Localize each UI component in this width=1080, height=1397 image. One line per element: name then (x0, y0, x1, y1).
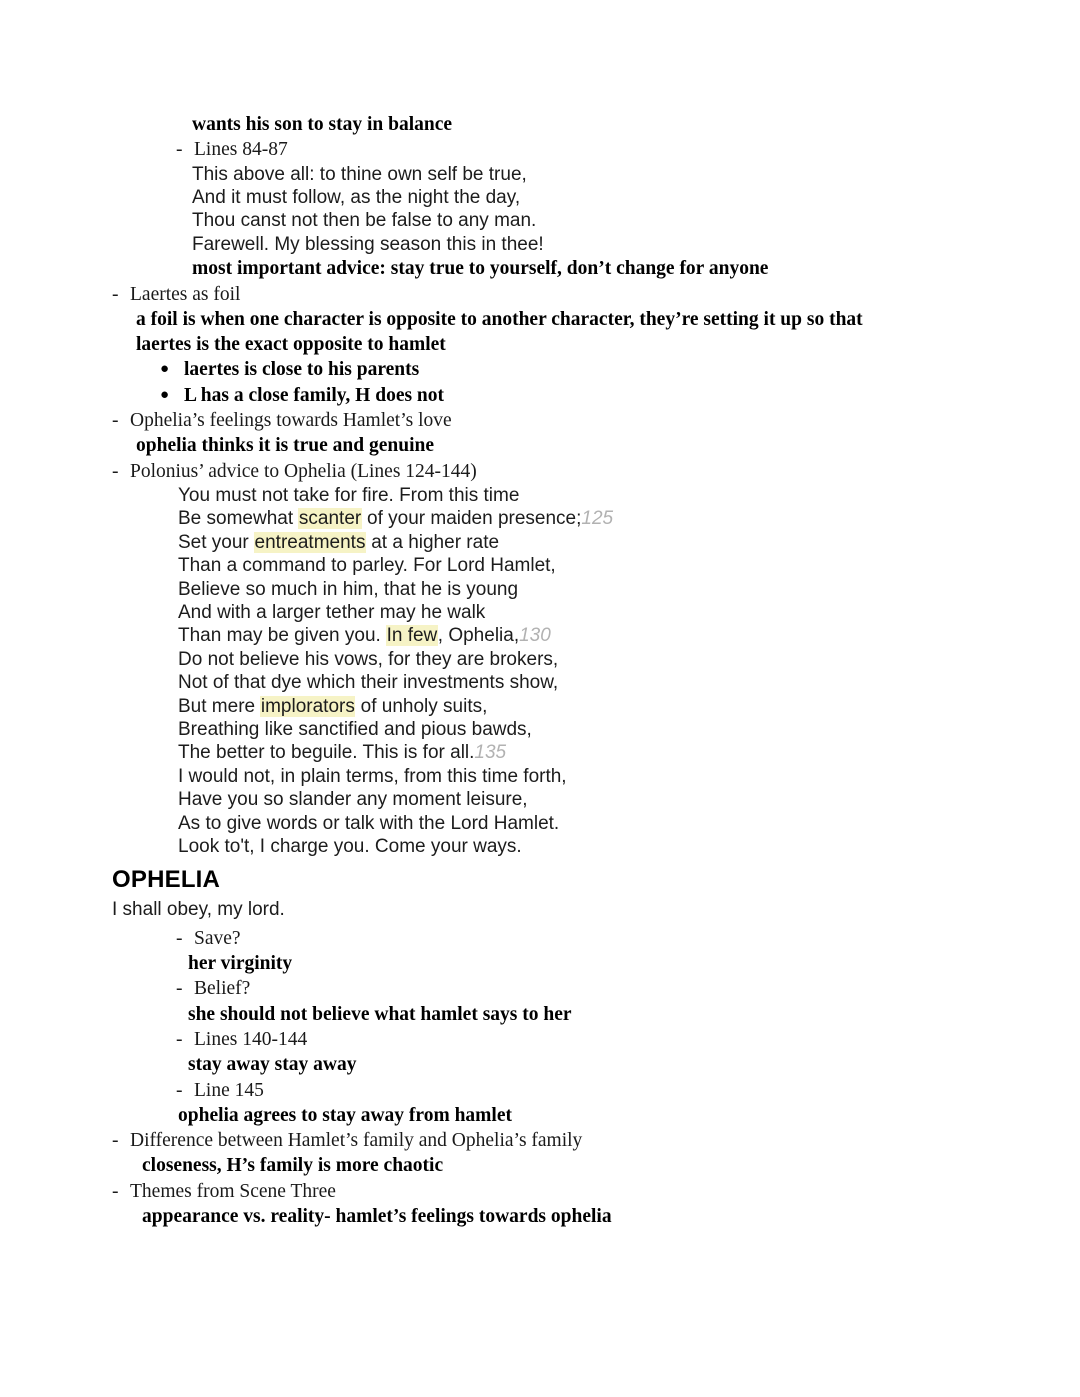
highlight-scanter: scanter (298, 508, 362, 530)
outline-item-lines-140-144 (176, 1027, 1012, 1052)
outline-label-save: Save? (194, 927, 241, 949)
note-ophelia-agrees: ophelia agrees to stay away from hamlet (178, 1104, 512, 1126)
bullet-marker-icon: ● (160, 361, 170, 378)
verse-text: , Ophelia, (437, 625, 520, 647)
speaker-heading-ophelia: OPHELIA (112, 866, 221, 894)
note-foil-definition-line-2: laertes is the exact opposite to hamlet (136, 334, 446, 356)
outline-item-lines-84-87 (176, 137, 1012, 162)
verse-line: Believe so much in him, that he is young (178, 578, 519, 600)
verse-line: Have you so slander any moment leisure, (178, 789, 528, 811)
verse-line (178, 507, 1012, 530)
note-should-not-believe: she should not believe what hamlet says to her (188, 1003, 572, 1025)
verse-line-number: 135 (474, 742, 507, 764)
dash-marker-icon: - (112, 410, 119, 431)
verse-line (178, 531, 1012, 554)
verse-line: And it must follow, as the night the day, (192, 187, 521, 208)
outline-item-ophelia-feelings (112, 408, 1012, 433)
verse-line: This above all: to thine own self be true, (192, 163, 527, 185)
outline-item-line-145 (176, 1078, 1012, 1103)
verse-block-polonius-advice-laertes (192, 163, 1012, 257)
verse-text: Be somewhat (178, 508, 299, 530)
verse-line: Breathing like sanctified and pious bawds, (178, 718, 532, 740)
verse-text: of unholy suits, (355, 695, 488, 717)
note-stay-away: stay away stay away (188, 1054, 357, 1076)
outline-label-line-145: Line 145 (194, 1079, 264, 1101)
outline-label-ophelia-feelings: Ophelia’s feelings towards Hamlet’s love (130, 410, 452, 431)
bullet-label-l-close-family: L has a close family, H does not (184, 384, 445, 406)
note-most-important-advice: most important advice: stay true to yourself, don’t change for anyone (192, 258, 769, 280)
verse-line (178, 695, 1012, 718)
bullet-label-laertes-close-parents: laertes is close to his parents (184, 359, 420, 381)
verse-line: I would not, in plain terms, from this time forth, (178, 765, 567, 787)
note-closeness-chaotic: closeness, H’s family is more chaotic (142, 1155, 444, 1177)
outline-item-laertes-as-foil (112, 282, 1012, 307)
note-foil-definition-line-1: a foil is when one character is opposite to another character, they’re setting it up so that (136, 308, 863, 330)
outline-item-save (176, 926, 1012, 951)
outline-label-laertes-as-foil: Laertes as foil (130, 283, 241, 305)
verse-line: Look to't, I charge you. Come your ways. (178, 835, 522, 857)
verse-block-polonius-advice-ophelia (178, 484, 1012, 859)
verse-line-number: 125 (581, 508, 614, 530)
bullet-marker-icon: ● (160, 386, 170, 403)
verse-line: As to give words or talk with the Lord Hamlet. (178, 812, 560, 834)
dash-marker-icon: - (176, 1079, 183, 1101)
outline-item-themes-scene-three (112, 1179, 1012, 1204)
verse-line-number: 130 (519, 625, 551, 647)
outline-label-lines-84-87: Lines 84-87 (194, 139, 288, 161)
note-her-virginity: her virginity (188, 953, 293, 975)
dash-marker-icon: - (112, 460, 119, 482)
bullet-item-l-close-family (160, 383, 1012, 408)
bullet-item-laertes-close-parents (160, 357, 1012, 382)
note-ophelia-thinks-true: ophelia thinks it is true and genuine (136, 435, 434, 457)
notes-body (112, 112, 1012, 1229)
dash-marker-icon: - (176, 927, 183, 949)
verse-line-ophelia-reply: I shall obey, my lord. (112, 899, 285, 921)
verse-line: Do not believe his vows, for they are brokers, (178, 648, 559, 670)
highlight-in-few: In few (386, 625, 438, 647)
outline-label-polonius-advice-ophelia: Polonius’ advice to Ophelia (Lines 124-144) (130, 460, 477, 482)
dash-marker-icon: - (176, 139, 183, 161)
outline-label-lines-140-144: Lines 140-144 (194, 1028, 308, 1050)
verse-line: Than a command to parley. For Lord Hamlet, (178, 555, 556, 577)
verse-text: But mere (178, 695, 261, 717)
outline-item-family-difference (112, 1128, 1012, 1153)
note-wants-son-balance: wants his son to stay in balance (192, 114, 453, 135)
outline-item-belief (176, 976, 1012, 1001)
highlight-entreatments: entreatments (254, 531, 366, 553)
dash-marker-icon: - (176, 978, 183, 1000)
verse-text: Set your (178, 531, 255, 553)
dash-marker-icon: - (112, 1130, 119, 1152)
note-appearance-vs-reality: appearance vs. reality- hamlet’s feelings towards ophelia (142, 1206, 612, 1228)
dash-marker-icon: - (112, 1180, 119, 1202)
outline-label-belief: Belief? (194, 978, 251, 1000)
verse-line: Farewell. My blessing season this in thee! (192, 233, 544, 255)
highlight-implorators: implorators (260, 695, 355, 717)
outline-label-themes-scene-three: Themes from Scene Three (130, 1180, 336, 1202)
verse-line: And with a larger tether may he walk (178, 601, 486, 623)
verse-text: Than may be given you. (178, 625, 387, 647)
verse-text: The better to beguile. This is for all. (178, 742, 475, 764)
verse-text: of your maiden presence; (361, 508, 582, 530)
dash-marker-icon: - (112, 283, 119, 305)
dash-marker-icon: - (176, 1028, 183, 1050)
outline-item-polonius-advice-ophelia (112, 459, 1012, 484)
verse-text: at a higher rate (365, 531, 500, 553)
verse-line: Not of that dye which their investments show, (178, 672, 559, 694)
verse-line: You must not take for fire. From this time (178, 484, 520, 506)
verse-line (178, 741, 1012, 764)
verse-line: Thou canst not then be false to any man. (192, 210, 537, 232)
outline-label-family-difference: Difference between Hamlet’s family and Ophelia’s family (130, 1130, 583, 1152)
verse-line (178, 624, 1012, 647)
